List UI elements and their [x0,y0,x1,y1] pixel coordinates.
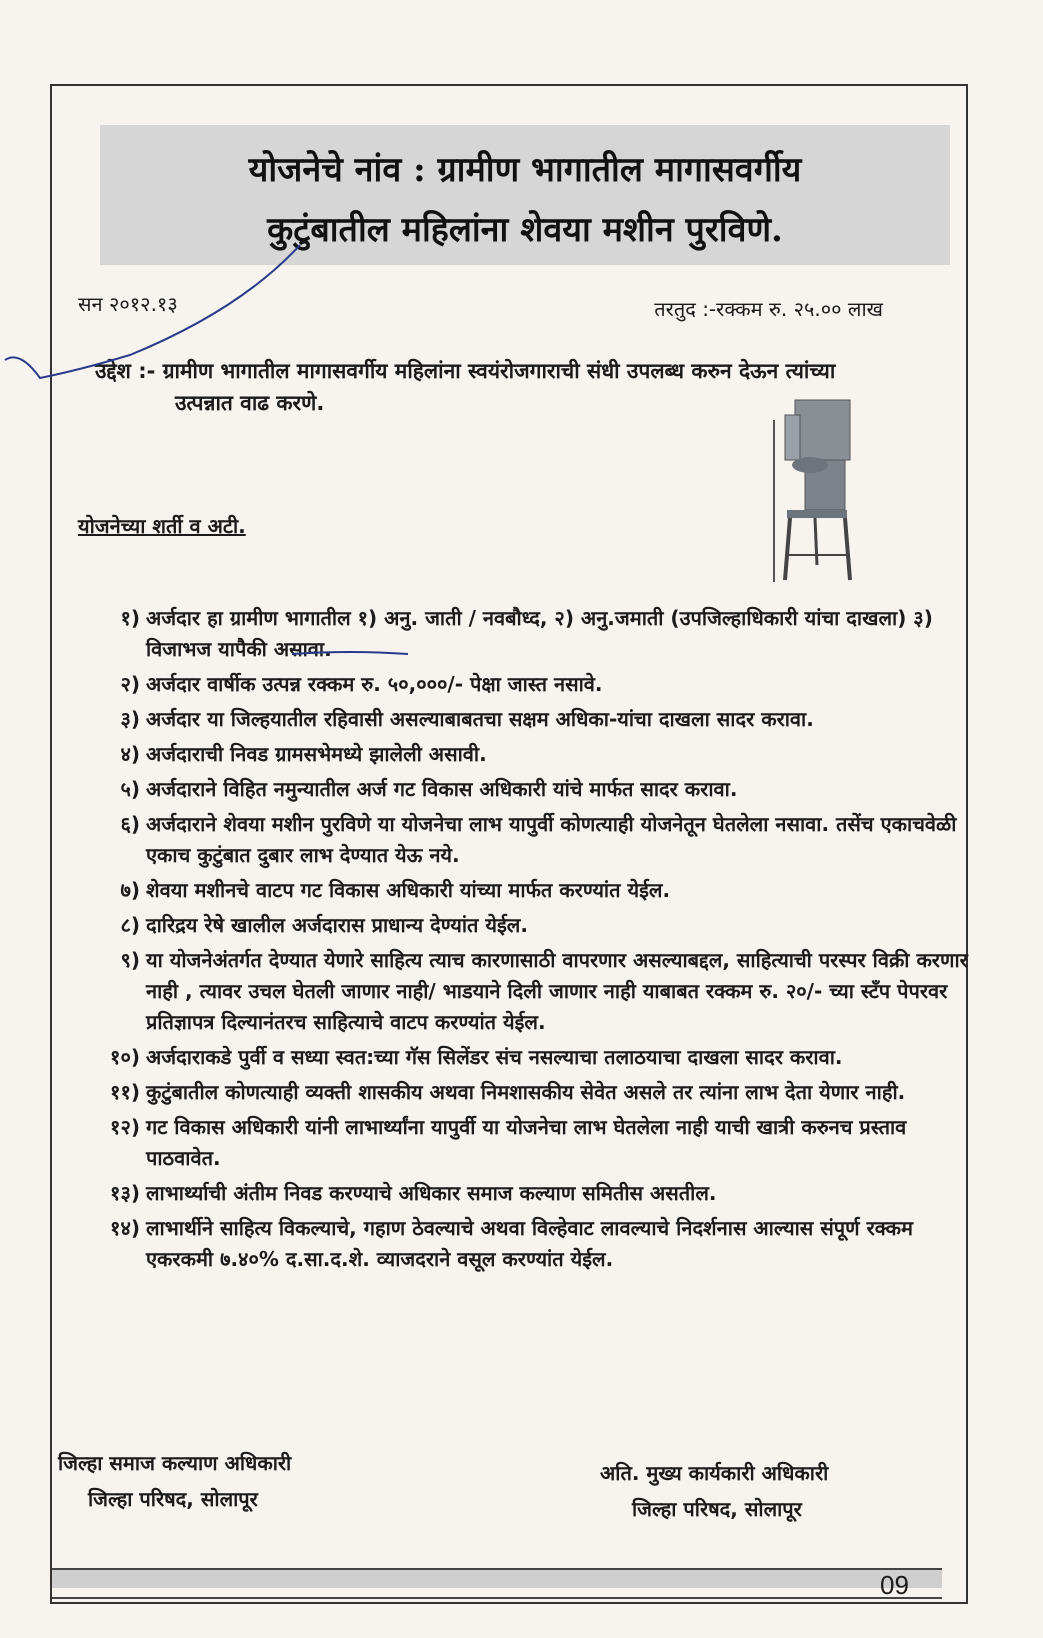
term-text: शेवया मशीनचे वाटप गट विकास अधिकारी यांच्या मार्फत करण्यांत येईल. [146,878,671,902]
term-text: अर्जदार या जिल्हयातील रहिवासी असल्याबाबतचा सक्षम अधिका-यांचा दाखला सादर करावा. [146,707,814,731]
term-number: १२) [110,1115,140,1139]
term-item [100,1213,970,1275]
term-item [100,704,970,735]
terms-heading: योजनेच्या शर्ती व अटी. [78,514,246,538]
signature-right-office: जिल्हा परिषद, सोलापूर [632,1497,802,1521]
objective-line-2: उत्पन्नात वाढ करणे. [175,391,325,415]
term-text: अर्जदार वार्षीक उत्पन्न रक्कम रु. ५०,०००/- पेक्षा जास्त नसावे. [146,672,603,696]
terms-list [100,603,970,1279]
term-number: १) [120,606,140,630]
term-text: कुटुंबातील कोणत्याही व्यक्ती शासकीय अथवा निमशासकीय सेवेत असले तर त्यांना लाभ देता येणार नाही. [146,1080,906,1104]
signature-left-office: जिल्हा परिषद, सोलापूर [88,1487,258,1511]
term-text: या योजनेअंतर्गत देण्यात येणारे साहित्य त्याच कारणासाठी वापरणार असल्याबद्दल, साहित्याची परस्पर विक्री करणार नाही , त्यावर उचल घेतली जाणार नाही/ भाडयाने दिली जाणार नाही याबाबत रक्कम रु. २०/- च्या स्टँप पेपरवर प्रतिज्ञापत्र दिल्यानंतरच साहित्याचे वाटप करण्यांत येईल. [146,948,968,1034]
pen-tick-mark [0,240,320,390]
term-item [100,1112,970,1174]
scheme-year: सन २०१२.१३ [78,292,178,316]
term-text: लाभार्थीने साहित्य विकल्याचे, गहाण ठेवल्याचे अथवा विल्हेवाट लावल्याचे निदर्शनास आल्यास संपूर्ण रक्कम एकरकमी ७.४०% द.सा.द.शे. व्याजदराने वसूल करण्यांत येईल. [146,1216,913,1271]
term-text: लाभार्थ्याची अंतीम निवड करण्याचे अधिकार समाज कल्याण समितीस असतील. [146,1181,717,1205]
term-number: ५) [120,777,140,801]
pen-underline [290,648,410,658]
shevaya-machine-image [775,395,865,585]
objective-label: उद्देश :- [95,359,156,383]
term-number: ४) [120,742,140,766]
title-line-1: योजनेचे नांव : ग्रामीण भागातील मागासवर्गीय [248,150,802,190]
page-number: 09 [880,1570,909,1600]
term-number: ११) [110,1080,140,1104]
budget-provision: तरतुद :-रक्कम रु. २५.०० लाख [654,297,883,321]
term-item [100,1178,970,1209]
term-item [100,1077,970,1108]
term-item [100,875,970,906]
term-text: अर्जदाराची निवड ग्रामसभेमध्ये झालेली असावी. [146,742,487,766]
term-item [100,669,970,700]
title-line-2: कुटुंबातील महिलांना शेवया मशीन पुरविणे. [267,210,783,250]
term-text: अर्जदाराने विहित नमुन्यातील अर्ज गट विकास अधिकारी यांचे मार्फत सादर करावा. [146,777,738,801]
term-text: अर्जदार हा ग्रामीण भागातील १) अनु. जाती / नवबौध्द, २) अनु.जमाती (उपजिल्हाधिकारी यांचा दाखला) ३) विजाभज यापैकी असावा. [146,606,933,661]
term-text: अर्जदाराने शेवया मशीन पुरविणे या योजनेचा लाभ यापुर्वी कोणत्याही योजनेतून घेतलेला नसावा. तसेंच एकाचवेळी एकाच कुटुंबात दुबार लाभ देण्यात येऊ नये. [146,812,957,867]
term-number: १०) [110,1045,140,1069]
term-item [100,809,970,871]
term-item [100,739,970,770]
term-number: ३) [120,707,140,731]
term-number: ९) [120,948,140,972]
term-number: ७) [120,878,140,902]
signature-right [600,1455,828,1527]
footer-line [52,1597,942,1599]
term-text: गट विकास अधिकारी यांनी लाभार्थ्यांना यापुर्वी या योजनेचा लाभ घेतलेला नाही याची खात्री करुनच प्रस्ताव पाठवावेत. [146,1115,907,1170]
term-item [100,603,970,665]
term-number: ८) [120,913,140,937]
term-item [100,945,970,1038]
footer-bar [52,1568,942,1588]
term-number: २) [120,672,140,696]
term-item [100,1042,970,1073]
term-number: ६) [120,812,140,836]
term-text: अर्जदाराकडे पुर्वी व सध्या स्वत:च्या गॅस सिलेंडर संच नसल्याचा तलाठयाचा दाखला सादर करावा. [146,1045,843,1069]
term-item [100,774,970,805]
signature-right-title: अति. मुख्य कार्यकारी अधिकारी [600,1461,829,1485]
term-text: दारिद्रय रेषे खालील अर्जदारास प्राधान्य देण्यांत येईल. [146,913,528,937]
signature-left [58,1445,291,1517]
term-number: १४) [110,1216,140,1240]
term-item [100,910,970,941]
objective-line-1: ग्रामीण भागातील मागासवर्गीय महिलांना स्वयंरोजगाराची संधी उपलब्ध करुन देऊन त्यांच्या [162,359,836,383]
term-number: १३) [110,1181,140,1205]
signature-left-title: जिल्हा समाज कल्याण अधिकारी [58,1451,292,1475]
